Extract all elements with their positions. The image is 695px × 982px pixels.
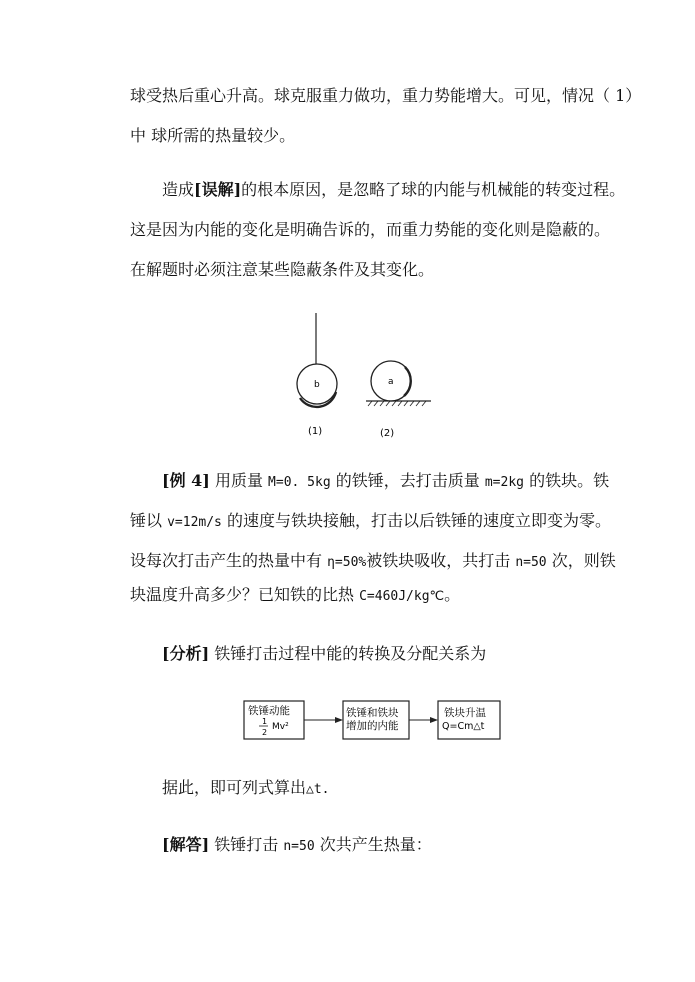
example4-l2-a: 锤以	[130, 511, 168, 530]
conclusion-symbol: △t.	[306, 782, 330, 797]
para2-line3-text: 在解题时必须注意某些隐蔽条件及其变化。	[130, 260, 435, 279]
answer-tag: [解答]	[162, 835, 210, 854]
flow-box1-numerator: 1	[262, 717, 268, 726]
example4-tag: [例 4]	[162, 471, 210, 490]
example4-l1-a: 用质量	[209, 471, 269, 490]
example4-mass-m: m=2kg	[484, 475, 524, 490]
flow-box1-title: 铁锤动能	[248, 705, 290, 717]
flow-box2-line1: 铁锤和铁块	[346, 707, 399, 719]
example4-l1-e: 的铁块。铁	[524, 471, 610, 490]
example4-l3-e: 次，则铁	[546, 551, 616, 570]
answer-a: 铁锤打击	[209, 835, 284, 854]
flow-box3-line1: 铁块升温	[444, 707, 486, 719]
misconception-tag: [误解]	[194, 180, 242, 199]
example4-velocity: v=12m/s	[167, 515, 222, 530]
example4-strike-count: n=50	[515, 555, 547, 570]
answer-line	[162, 835, 432, 857]
answer-c: 次共产生热量：	[314, 835, 432, 854]
analysis-text: 铁锤打击过程中能的转换及分配关系为	[209, 644, 487, 663]
analysis-tag: [分析]	[162, 644, 210, 663]
para2-prefix: 造成	[162, 180, 195, 199]
example4-efficiency: η=50%	[327, 555, 367, 570]
flow-box1-expr: Mv²	[272, 722, 289, 732]
example4-specific-heat: C=460J/kg℃	[359, 589, 445, 604]
ball-b-label: b	[314, 380, 320, 390]
para2-line1-rest: 的根本原因，是忽略了球的内能与机械能的转变过程。	[241, 180, 626, 199]
conclusion-text: 据此，即可列式算出	[162, 778, 307, 797]
conclusion-line	[162, 778, 330, 800]
figure-caption-2: (2)	[380, 428, 395, 439]
flow-box1-denominator: 2	[262, 728, 268, 737]
para1-line2-text: 中 球所需的热量较少。	[130, 126, 296, 145]
answer-strike-count: n=50	[283, 839, 315, 854]
para2-line2-text: 这是因为内能的变化是明确告诉的，而重力势能的变化则是隐蔽的。	[130, 220, 611, 239]
example4-l3-c: 被铁块吸收，共打击	[366, 551, 516, 570]
ball-a-label: a	[388, 377, 394, 387]
flow-box3-line2: Q=Cm△t	[442, 721, 485, 732]
example4-mass-M: M=0. 5kg	[268, 475, 331, 490]
example4-l3-a: 设每次打击产生的热量中有	[130, 551, 328, 570]
example4-l1-c: 的铁锤，去打击质量	[330, 471, 485, 490]
flow-box2-line2: 增加的内能	[346, 720, 399, 732]
example4-l4-a: 块温度升高多少？已知铁的比热	[130, 585, 360, 604]
example4-l4-c: 。	[444, 585, 461, 604]
figure-caption-1: (1)	[308, 426, 323, 437]
example4-l2-c: 的速度与铁块接触，打击以后铁锤的速度立即变为零。	[221, 511, 611, 530]
para1-line1-text: 球受热后重心升高。球克服重力做功，重力势能增大。可见，情况（ 1）	[130, 86, 642, 105]
